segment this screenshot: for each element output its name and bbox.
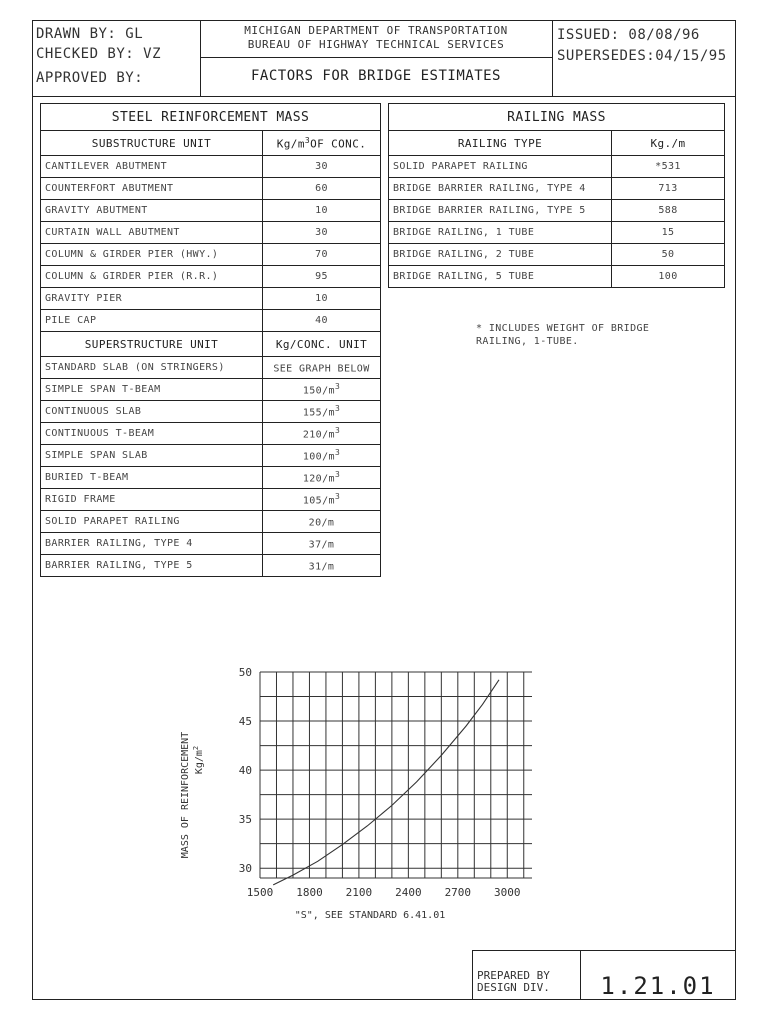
steel-table-caption: STEEL REINFORCEMENT MASS xyxy=(41,104,381,131)
superstructure-row xyxy=(41,511,381,533)
prepared-by-label: PREPARED BY DESIGN DIV. xyxy=(477,969,550,994)
railing-value: 50 xyxy=(612,244,725,266)
superstructure-row xyxy=(41,533,381,555)
railing-type-header: RAILING TYPE xyxy=(389,131,612,156)
substructure-row xyxy=(41,200,381,222)
substructure-unit: CURTAIN WALL ABUTMENT xyxy=(41,222,263,244)
substructure-value: 95 xyxy=(263,266,381,288)
superstructure-value: 37/m xyxy=(263,533,381,555)
superstructure-unit: CONTINUOUS T-BEAM xyxy=(41,423,263,445)
substructure-value: 30 xyxy=(263,156,381,178)
superstructure-unit: SIMPLE SPAN T-BEAM xyxy=(41,379,263,401)
railing-value: 713 xyxy=(612,178,725,200)
chart-grid xyxy=(260,672,532,878)
railing-row xyxy=(389,222,725,244)
superstructure-value: 20/m xyxy=(263,511,381,533)
superstructure-row xyxy=(41,467,381,489)
railing-row xyxy=(389,266,725,288)
superstructure-row xyxy=(41,555,381,577)
superstructure-value: $120/m^3$ xyxy=(263,467,381,489)
substructure-value: 70 xyxy=(263,244,381,266)
superstructure-unit: STANDARD SLAB (ON STRINGERS) xyxy=(41,357,263,379)
superstructure-unit: RIGID FRAME xyxy=(41,489,263,511)
substructure-unit: GRAVITY PIER xyxy=(41,288,263,310)
substructure-value: 30 xyxy=(263,222,381,244)
superstructure-value: $155/m^3$ xyxy=(263,401,381,423)
superstructure-col-header: SUPERSTRUCTURE UNIT xyxy=(41,332,263,357)
substructure-row xyxy=(41,156,381,178)
railing-unit: SOLID PARAPET RAILING xyxy=(389,156,612,178)
railing-unit: BRIDGE RAILING, 2 TUBE xyxy=(389,244,612,266)
superstructure-row xyxy=(41,401,381,423)
superstructure-value: $100/m^3$ xyxy=(263,445,381,467)
substructure-row xyxy=(41,288,381,310)
page-title: FACTORS FOR BRIDGE ESTIMATES xyxy=(250,68,501,84)
substructure-value-header: $Kg/m^3OF$ CONC. xyxy=(263,131,381,156)
superstructure-value-header: Kg/CONC. UNIT xyxy=(263,332,381,357)
substructure-value: 40 xyxy=(263,310,381,332)
railing-unit: BRIDGE BARRIER RAILING, TYPE 4 xyxy=(389,178,612,200)
x-axis-label: "S", SEE STANDARD 6.41.01 xyxy=(294,910,446,921)
superstructure-value: SEE GRAPH BELOW xyxy=(263,357,381,379)
superstructure-value: $210/m^3$ xyxy=(263,423,381,445)
railing-value-header: Kg./m xyxy=(612,131,725,156)
y-axis-unit: $Kg/m^2$ xyxy=(192,745,205,775)
substructure-unit: GRAVITY ABUTMENT xyxy=(41,200,263,222)
y-tick-label: 30 xyxy=(238,862,252,876)
superstructure-row xyxy=(41,379,381,401)
railing-row xyxy=(389,200,725,222)
substructure-row xyxy=(41,266,381,288)
substructure-unit: COLUMN & GIRDER PIER (R.R.) xyxy=(41,266,263,288)
substructure-row xyxy=(41,178,381,200)
railing-row xyxy=(389,156,725,178)
railing-mass-table xyxy=(388,103,725,288)
substructure-row xyxy=(41,310,381,332)
y-tick-label: 50 xyxy=(238,666,252,679)
substructure-unit: COLUMN & GIRDER PIER (HWY.) xyxy=(41,244,263,266)
x-tick-label: 2100 xyxy=(345,886,373,899)
x-tick-label: 2400 xyxy=(395,886,422,899)
issued-date: ISSUED: 08/08/96 xyxy=(557,27,700,43)
approved-by: APPROVED BY: xyxy=(36,70,144,86)
standard-plan-code: 1.21.01 xyxy=(600,972,716,1000)
y-tick-label: 40 xyxy=(238,764,252,778)
title-block-divider-middle xyxy=(200,57,552,58)
substructure-row xyxy=(41,222,381,244)
railing-value: 588 xyxy=(612,200,725,222)
substructure-col-header: SUBSTRUCTURE UNIT xyxy=(41,131,263,156)
substructure-value: 60 xyxy=(263,178,381,200)
reinforcement-curve xyxy=(273,680,499,885)
railing-value: 100 xyxy=(612,266,725,288)
y-axis-tick-labels xyxy=(239,666,252,875)
x-tick-label: 3000 xyxy=(494,886,521,899)
railing-footnote: * INCLUDES WEIGHT OF BRIDGE RAILING, 1-TUBE. xyxy=(476,323,650,347)
substructure-value: 10 xyxy=(263,200,381,222)
superstructure-unit: BARRIER RAILING, TYPE 5 xyxy=(41,555,263,577)
reinforcement-mass-chart xyxy=(160,650,560,930)
railing-row xyxy=(389,178,725,200)
footer-box-top xyxy=(472,950,736,951)
substructure-row xyxy=(41,244,381,266)
railing-unit: BRIDGE RAILING, 5 TUBE xyxy=(389,266,612,288)
superstructure-unit: BARRIER RAILING, TYPE 4 xyxy=(41,533,263,555)
x-tick-label: 2700 xyxy=(444,886,472,899)
title-block-divider-right xyxy=(552,20,553,96)
checked-by: CHECKED BY: VZ xyxy=(36,46,162,62)
railing-value: *531 xyxy=(612,156,725,178)
superstructure-value: $105/m^3$ xyxy=(263,489,381,511)
superstructure-unit: BURIED T-BEAM xyxy=(41,467,263,489)
superstructure-row xyxy=(41,489,381,511)
railing-row xyxy=(389,244,725,266)
superstructure-value: $150/m^3$ xyxy=(263,379,381,401)
agency-line1: MICHIGAN DEPARTMENT OF TRANSPORTATION xyxy=(244,24,508,37)
substructure-unit: COUNTERFORT ABUTMENT xyxy=(41,178,263,200)
x-tick-label: 1800 xyxy=(296,886,323,899)
y-axis-label: MASS OF REINFORCEMENT xyxy=(180,731,191,859)
y-tick-label: 35 xyxy=(238,813,252,827)
railing-unit: BRIDGE RAILING, 1 TUBE xyxy=(389,222,612,244)
steel-reinforcement-table xyxy=(40,103,381,577)
railing-table-caption: RAILING MASS xyxy=(389,104,725,131)
superstructure-unit: CONTINUOUS SLAB xyxy=(41,401,263,423)
agency-line2: BUREAU OF HIGHWAY TECHNICAL SERVICES xyxy=(247,38,505,51)
x-tick-label: 1500 xyxy=(246,886,274,899)
y-tick-label: 45 xyxy=(238,715,252,729)
railing-unit: BRIDGE BARRIER RAILING, TYPE 5 xyxy=(389,200,612,222)
superstructure-unit: SOLID PARAPET RAILING xyxy=(41,511,263,533)
substructure-unit: PILE CAP xyxy=(41,310,263,332)
supersedes-date: SUPERSEDES:04/15/95 xyxy=(557,48,727,64)
superstructure-row xyxy=(41,423,381,445)
superstructure-unit: SIMPLE SPAN SLAB xyxy=(41,445,263,467)
x-axis-tick-labels xyxy=(247,886,521,899)
substructure-value: 10 xyxy=(263,288,381,310)
superstructure-row xyxy=(41,357,381,379)
footer-box-left xyxy=(472,950,473,1000)
title-block-bottom-rule xyxy=(32,96,736,97)
superstructure-value: 31/m xyxy=(263,555,381,577)
railing-value: 15 xyxy=(612,222,725,244)
superstructure-row xyxy=(41,445,381,467)
drawn-by: DRAWN BY: GL xyxy=(36,26,144,42)
substructure-unit: CANTILEVER ABUTMENT xyxy=(41,156,263,178)
